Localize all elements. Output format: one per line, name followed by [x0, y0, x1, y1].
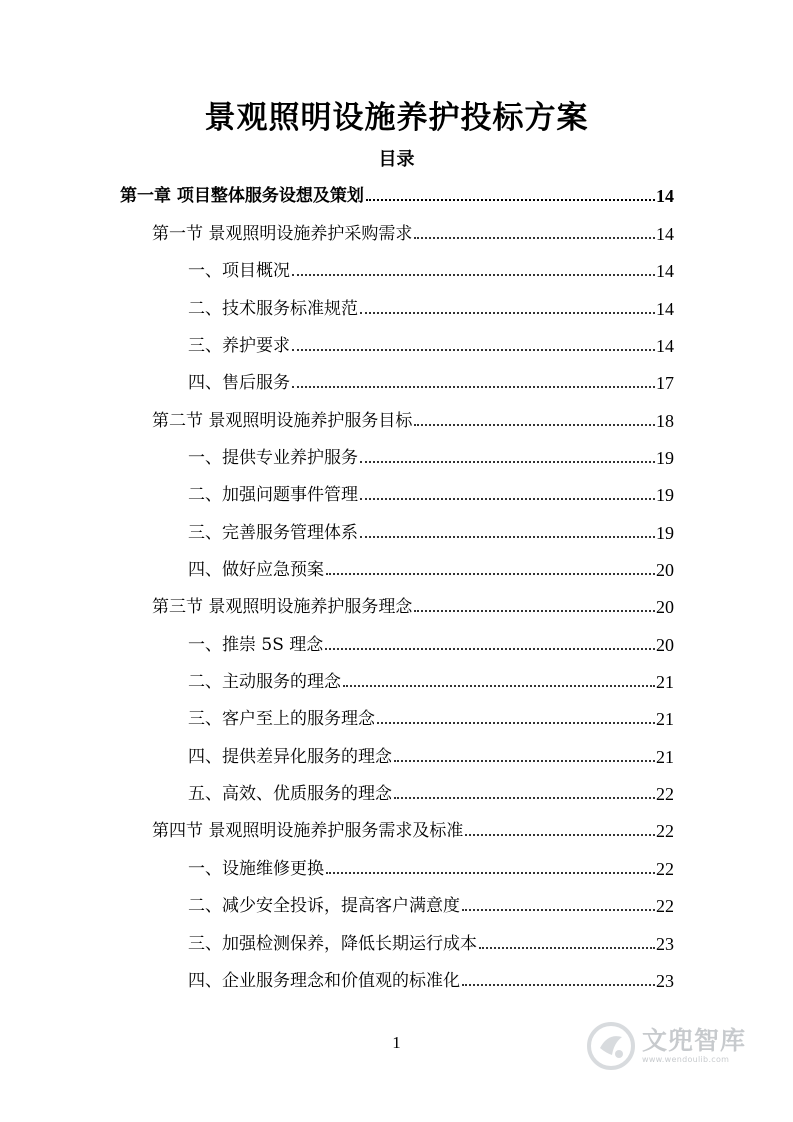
watermark-name: 文兜智库 [642, 1026, 747, 1055]
toc-entry-label: 三、完善服务管理体系 [188, 523, 358, 543]
toc-entry-label: 二、加强问题事件管理 [188, 485, 358, 505]
toc-entry[interactable] [188, 662, 674, 692]
toc-entry-label: 四、做好应急预案 [188, 560, 324, 580]
toc-entry-label: 一、推崇 5S 理念 [188, 635, 324, 655]
dot-leader [414, 237, 655, 239]
toc-entry[interactable] [188, 886, 674, 916]
toc-entry-label: 四、提供差异化服务的理念 [188, 747, 392, 767]
watermark-url: www.wendoulib.com [642, 1055, 730, 1064]
toc-entry[interactable] [188, 774, 674, 804]
toc-entry[interactable] [188, 550, 674, 580]
dot-leader [394, 797, 655, 799]
document-title: 景观照明设施养护投标方案 [204, 100, 589, 136]
toc-entry-page: 14 [656, 261, 674, 281]
toc-entry[interactable] [188, 438, 674, 468]
toc-entry-page: 20 [656, 560, 674, 580]
toc-entry[interactable] [188, 475, 674, 505]
toc-entry[interactable] [188, 961, 674, 991]
toc-entry[interactable] [152, 214, 674, 244]
toc-entry-label: 三、客户至上的服务理念 [188, 709, 375, 729]
toc-entry[interactable] [188, 251, 674, 281]
toc-entry-page: 20 [656, 597, 674, 617]
dot-leader [325, 648, 655, 650]
toc-entry-label: 二、主动服务的理念 [188, 672, 341, 692]
toc-entry-label: 一、项目概况 [188, 261, 290, 281]
toc-entry-page: 19 [656, 523, 674, 543]
toc-entry-page: 23 [656, 971, 674, 991]
toc-entry-page: 21 [656, 672, 674, 692]
dot-leader [343, 685, 655, 687]
toc-entry-page: 23 [656, 934, 674, 954]
toc-entry[interactable] [188, 326, 674, 356]
dot-leader [292, 349, 655, 351]
toc-entry-label: 第一章 项目整体服务设想及策划 [120, 186, 364, 206]
toc-entry[interactable] [188, 699, 674, 729]
toc-entry[interactable] [152, 401, 674, 431]
toc-entry-label: 四、售后服务 [188, 373, 290, 393]
toc-entry[interactable] [188, 849, 674, 879]
dot-leader [326, 573, 655, 575]
toc-entry-label: 一、设施维修更换 [188, 859, 324, 879]
dot-leader [465, 834, 655, 836]
watermark-logo-icon [586, 1021, 636, 1071]
toc-entry-page: 14 [656, 336, 674, 356]
toc-entry-page: 22 [656, 784, 674, 804]
dot-leader [377, 722, 655, 724]
toc-entry-page: 20 [656, 635, 674, 655]
dot-leader [326, 872, 655, 874]
toc-entry-page: 14 [656, 186, 674, 206]
page-number: 1 [392, 1033, 401, 1052]
toc-entry-label: 二、技术服务标准规范 [188, 299, 358, 319]
dot-leader [414, 424, 655, 426]
toc-entry-page: 22 [656, 859, 674, 879]
dot-leader [462, 984, 655, 986]
toc-entry-label: 第四节 景观照明设施养护服务需求及标准 [152, 821, 464, 841]
dot-leader [360, 536, 655, 538]
toc-entry-page: 14 [656, 299, 674, 319]
toc-entry[interactable] [152, 811, 674, 841]
toc-entry-label: 第三节 景观照明设施养护服务理念 [152, 597, 413, 617]
dot-leader [394, 760, 655, 762]
toc-entry[interactable] [188, 289, 674, 319]
toc-entry-page: 22 [656, 896, 674, 916]
toc-entry[interactable] [188, 363, 674, 393]
toc-entry-label: 二、减少安全投诉，提高客户满意度 [188, 896, 460, 916]
toc-entry-page: 21 [656, 747, 674, 767]
toc-entry-page: 21 [656, 709, 674, 729]
toc-entry[interactable] [120, 176, 674, 206]
toc-entry-label: 五、高效、优质服务的理念 [188, 784, 392, 804]
dot-leader [414, 610, 655, 612]
dot-leader [366, 199, 655, 201]
dot-leader [360, 498, 655, 500]
toc-entry[interactable] [188, 513, 674, 543]
toc-entry-page: 17 [656, 373, 674, 393]
toc-entry-page: 19 [656, 448, 674, 468]
toc-entry[interactable] [188, 737, 674, 767]
toc-entry-page: 14 [656, 224, 674, 244]
dot-leader [292, 274, 655, 276]
dot-leader [462, 909, 655, 911]
toc-entry[interactable] [188, 625, 674, 655]
toc-entry-page: 18 [656, 411, 674, 431]
dot-leader [292, 386, 655, 388]
watermark [586, 1018, 776, 1074]
toc-entry-label: 三、养护要求 [188, 336, 290, 356]
dot-leader [360, 312, 655, 314]
toc-heading: 目录 [378, 149, 415, 170]
toc-entry-label: 四、企业服务理念和价值观的标准化 [188, 971, 460, 991]
toc-entry[interactable] [188, 924, 674, 954]
toc-entry-label: 第二节 景观照明设施养护服务目标 [152, 411, 413, 431]
toc-entry-page: 19 [656, 485, 674, 505]
toc-entry-label: 第一节 景观照明设施养护采购需求 [152, 224, 413, 244]
toc-entry[interactable] [152, 587, 674, 617]
dot-leader [479, 947, 655, 949]
toc-entry-page: 22 [656, 821, 674, 841]
toc-entry-label: 三、加强检测保养，降低长期运行成本 [188, 934, 477, 954]
toc-entry-label: 一、提供专业养护服务 [188, 448, 358, 468]
dot-leader [360, 461, 655, 463]
